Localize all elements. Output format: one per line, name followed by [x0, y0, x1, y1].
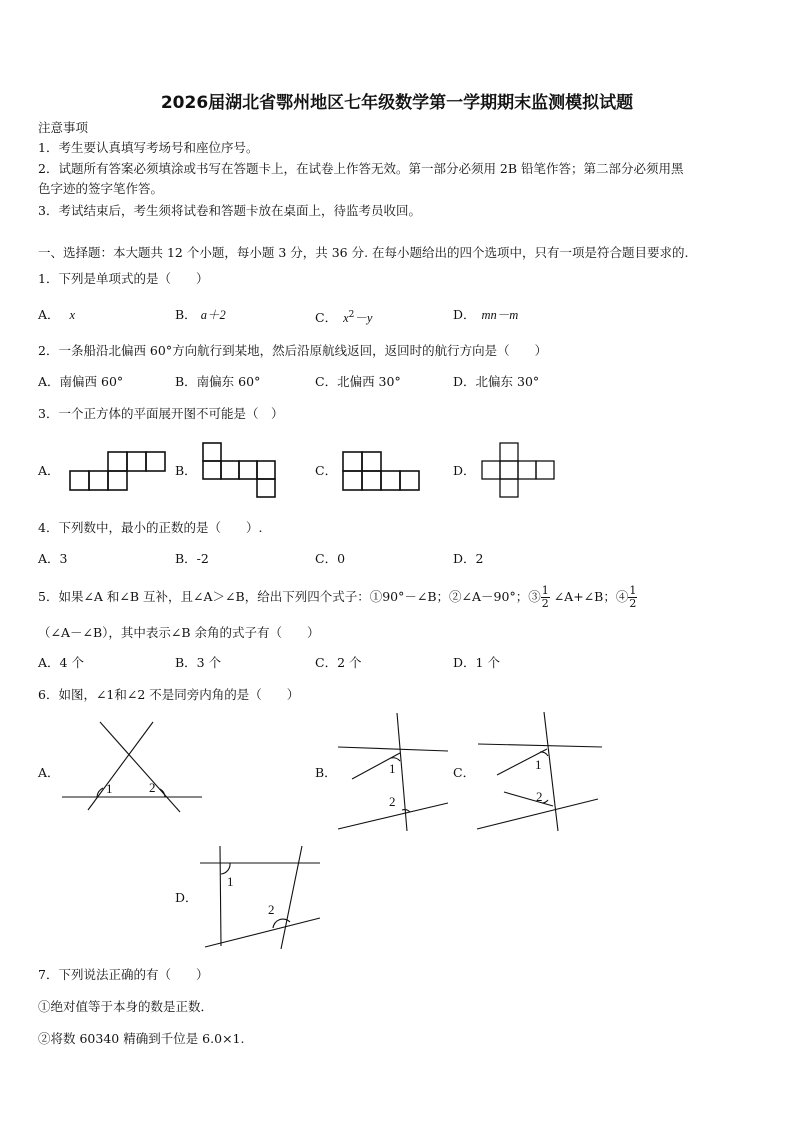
q7-statement-2: ②将数 60340 精确到千位是 6.0×1.	[38, 1031, 245, 1046]
q7-statement-1: ①绝对值等于本身的数是正数．	[38, 999, 214, 1014]
notice-item: 2．试题所有答案必须填涂或书写在答题卡上，在试卷上作答无效。第一部分必须用 2B 铅笔作答；第二部分必须用黑	[38, 161, 684, 176]
q1-expr-b: a＋2	[200, 308, 226, 322]
angle-figure-d	[200, 846, 320, 949]
section-heading: 一、选择题：本大题共 12 个小题，每小题 3 分，共 36 分. 在每小题给出的四个选项中，只有一项是符合题目要求的.	[38, 245, 689, 260]
q4-stem: 4．下列数中，最小的正数的是（ ）.	[38, 520, 263, 535]
q2-option-d: D．北偏东 30°	[453, 374, 540, 389]
q3-label-b: B．	[175, 463, 197, 478]
angle-figure-a	[62, 722, 202, 812]
angle-label-1: 1	[389, 761, 396, 776]
angle-label-1: 1	[227, 874, 234, 889]
q7-stem: 7．下列说法正确的有（ ）	[38, 967, 209, 982]
q3-label-d: D．	[453, 463, 476, 478]
q6-label-a: A．	[38, 765, 60, 780]
q1-stem: 1．下列是单项式的是（ ）	[38, 271, 209, 286]
q1-expr-c-base: x	[343, 311, 349, 326]
q4-option-a: A．3	[38, 551, 68, 566]
angle-label-2: 2	[389, 794, 396, 809]
q3-label-c: C．	[315, 463, 338, 478]
q6-stem: 6．如图，∠1和∠2 不是同旁内角的是（ ）	[38, 687, 300, 702]
q5-option-d: D．1 个	[453, 655, 500, 670]
q5-stem-mid: ∠A+∠B；④	[553, 589, 629, 604]
q6-label-c: C．	[453, 765, 476, 780]
fraction-numerator: 1	[629, 584, 637, 597]
notice-item: 1．考生要认真填写考场号和座位序号。	[38, 140, 259, 155]
q5-option-a: A．4 个	[38, 655, 84, 670]
notice-item: 色字迹的签字笔作答。	[38, 181, 164, 196]
q4-option-b: B．-2	[175, 551, 209, 566]
q1-label: B．	[175, 307, 197, 322]
q1-label: D．	[453, 307, 476, 322]
angle-label-2: 2	[536, 789, 543, 804]
q5-option-c: C．2 个	[315, 655, 362, 670]
q5-stem-text: 5．如果∠A 和∠B 互补，且∠A＞∠B，给出下列四个式子：①90°－∠B；②∠A－90°；③	[38, 589, 541, 604]
q3-label-a: A．	[38, 463, 60, 478]
q1-expr-a: x	[69, 308, 76, 322]
q1-label: C．	[315, 310, 338, 326]
q6-label-b: B．	[315, 765, 337, 780]
fraction-numerator: 1	[541, 584, 549, 597]
q1-label: A．	[38, 307, 60, 322]
angle-figure-b	[338, 713, 448, 831]
q3-stem: 3．一个正方体的平面展开图不可能是（ ）	[38, 406, 284, 421]
notice-heading: 注意事项	[38, 120, 89, 135]
q4-option-d: D．2	[453, 551, 484, 566]
q2-option-a: A．南偏西 60°	[38, 374, 124, 389]
q5-option-b: B．3 个	[175, 655, 222, 670]
angle-label-1: 1	[535, 757, 542, 772]
q1-expr-d: mn－m	[481, 308, 519, 322]
q2-option-b: B．南偏东 60°	[175, 374, 261, 389]
q1-expr-c-exp: 2	[348, 310, 355, 320]
angle-label-2: 2	[149, 780, 156, 795]
exam-title: 2026届湖北省鄂州地区七年级数学第一学期期末监测模拟试题	[160, 93, 634, 113]
q1-expr-c-rest: －y	[354, 311, 373, 326]
q2-stem: 2．一条船沿北偏西 60°方向航行到某地，然后沿原航线返回，返回时的航行方向是（ ）	[38, 343, 548, 358]
q5-stem-line2: （∠A－∠B），其中表示∠B 余角的式子有（ ）	[38, 625, 320, 640]
notice-item: 3．考试结束后，考生须将试卷和答题卡放在桌面上，待监考员收回。	[38, 203, 421, 218]
fraction-denominator: 2	[629, 597, 637, 610]
q2-option-c: C．北偏西 30°	[315, 374, 401, 389]
angle-figure-c	[477, 712, 602, 831]
angle-label-2: 2	[268, 902, 275, 917]
q4-option-c: C．0	[315, 551, 346, 566]
q6-label-d: D．	[175, 890, 198, 905]
angle-label-1: 1	[106, 781, 113, 796]
fraction-denominator: 2	[541, 597, 549, 610]
